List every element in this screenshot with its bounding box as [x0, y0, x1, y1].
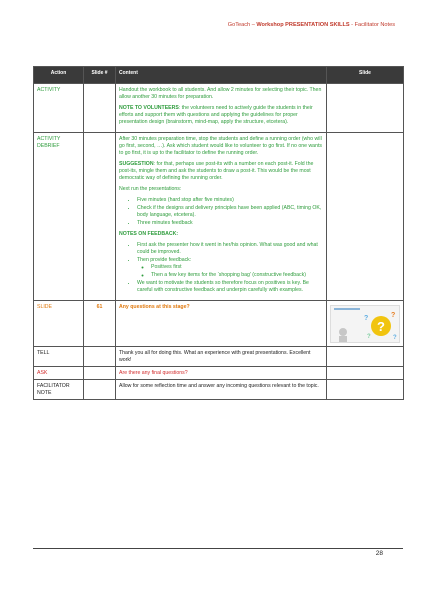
column-header-slide: Slide [327, 67, 404, 84]
column-header-action: Action [34, 67, 84, 84]
content-cell [116, 133, 327, 301]
list-item: • First ask the presenter how it went in her/his opinion. What was good and what could be improved. [137, 242, 323, 256]
slide-number-cell [84, 380, 116, 400]
header-prefix: GoTeach – [227, 22, 257, 28]
column-header-slide-number: Slide # [84, 67, 116, 84]
document-header [228, 22, 395, 28]
table-row-activity-debrief [34, 133, 404, 301]
slide-number-cell: 61 [84, 301, 116, 347]
list-item: • We want to motivate the students so therefore focus on positives is key. Be careful with constructive feedback and underpin carefully with examples. [137, 280, 323, 294]
content-cell [116, 301, 327, 347]
svg-text:?: ? [364, 314, 369, 322]
feedback-sublist [137, 264, 323, 279]
column-header-content: Content [116, 67, 327, 84]
list-item: • Check if the designs and delivery principles have been applied (ABC, timing OK, body language, etcetera). [137, 205, 323, 219]
table-header-row [34, 67, 404, 84]
list-item: • Five minutes (hard stop after five minutes) [137, 197, 323, 204]
suggestion-label: SUGGESTION [119, 160, 154, 167]
content-cell: Thank you all for doing this. What an experience with great presentations. Excellent work! [116, 347, 327, 367]
table-row-slide [34, 301, 404, 347]
header-suffix: - Facilitator Notes [349, 22, 395, 28]
slide-number-cell [84, 367, 116, 380]
action-cell: ACTIVITY DEBRIEF [34, 133, 84, 301]
suggestion-text: : for that, perhaps use post-its with a number on each post-it. Fold the post-its, mingle them and ask the students to draw a post-it. This would be the most democratic way of defining the running order. [119, 160, 314, 181]
slide-image-cell [327, 133, 404, 301]
footer-divider [33, 548, 403, 549]
volunteer-note [119, 105, 323, 126]
action-cell: SLIDE [34, 301, 84, 347]
svg-text:?: ? [391, 311, 396, 319]
presentation-steps-list [119, 197, 323, 227]
svg-text:?: ? [367, 333, 371, 340]
slide-image-cell [327, 380, 404, 400]
volunteer-note-text: : the volunteers need to actively guide the students in their efforts and support them with questions and applying the guidelines for proper presentation design (brainstorm, mind-map, apply the structure, etcetera). [119, 104, 313, 125]
table-row-tell [34, 347, 404, 367]
content-cell [116, 84, 327, 133]
list-item: ◦ Positives first [151, 264, 323, 271]
table-row-activity [34, 84, 404, 133]
header-workshop-title: Workshop PRESENTATION SKILLS [256, 22, 350, 28]
list-item: ◦ Then a few key items for the ‘shopping bag’ (constructive feedback) [151, 272, 323, 279]
list-item [137, 257, 323, 279]
table-row-ask [34, 367, 404, 380]
suggestion-note [119, 161, 323, 182]
page-number: 28 [375, 550, 383, 557]
list-item: • Three minutes feedback [137, 220, 323, 227]
action-cell: ASK [34, 367, 84, 380]
slide-question: Any questions at this stage? [119, 303, 190, 310]
slide-image-cell [327, 301, 404, 347]
slide-image-cell [327, 347, 404, 367]
content-cell: Allow for some reflection time and answer any incoming questions relevant to the topic. [116, 380, 327, 400]
volunteer-note-label: NOTE TO VOLUNTEERS [119, 104, 179, 111]
svg-text:?: ? [377, 318, 385, 334]
facilitator-notes-table [33, 66, 404, 400]
questions-illustration [331, 306, 399, 342]
action-cell: FACILITATOR NOTE [34, 380, 84, 400]
slide-image-cell [327, 84, 404, 133]
feedback-colon: : [176, 230, 179, 237]
debrief-instructions: After 30 minutes preparation time, stop the students and define a running order (who will go first, second, …). Ask which student would like to volunteer to go first. If no one wants to go first, it is up to the facilitator to define the running order. [119, 135, 322, 156]
slide-number-cell [84, 133, 116, 301]
content-cell: Are there any final questions? [116, 367, 327, 380]
slide-image-cell [327, 367, 404, 380]
slide-number-cell [84, 347, 116, 367]
table-row-facilitator-note [34, 380, 404, 400]
slide-number-cell [84, 84, 116, 133]
slide-thumbnail [330, 305, 400, 343]
feedback-label: NOTES ON FEEDBACK [119, 230, 177, 237]
action-cell: TELL [34, 347, 84, 367]
action-cell: ACTIVITY [34, 84, 84, 133]
svg-text:?: ? [393, 334, 397, 341]
feedback-heading [119, 231, 323, 238]
activity-instructions: Handout the workbook to all students. And allow 2 minutes for selecting their topic. Then allow another 30 minutes for preparation. [119, 86, 322, 100]
feedback-list [119, 242, 323, 294]
next-run-text: Next run the presentations: [119, 185, 182, 192]
feedback-intro: Then provide feedback: [137, 256, 192, 263]
